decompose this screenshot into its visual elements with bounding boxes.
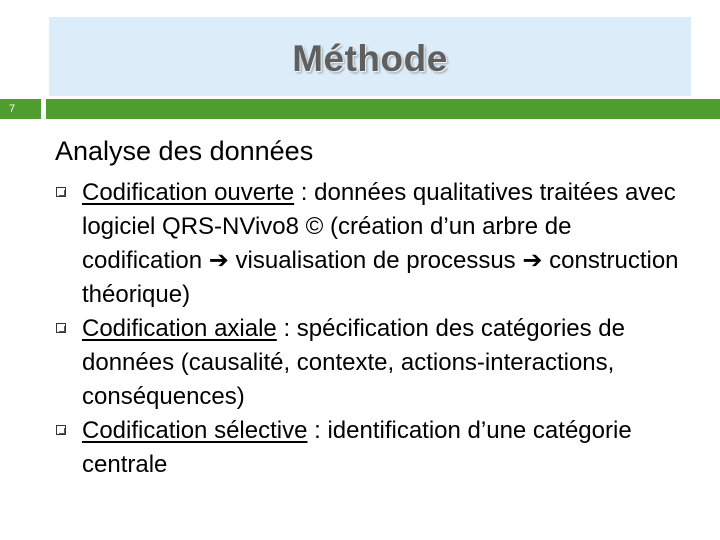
bullet-term: Codification axiale: [82, 315, 277, 342]
slide-number-box: [0, 99, 41, 119]
bullet-text: : données qualitatives traitées avec logiciel QRS-NVivo8 © (création d’un arbre de codification: [82, 179, 676, 274]
checkbox-bullet-icon: [56, 425, 66, 435]
slide-number: 7: [9, 103, 16, 115]
bullet-list: [56, 176, 696, 482]
right-arrow-icon: ➔: [522, 247, 543, 274]
slide-title: Méthode: [292, 37, 448, 79]
right-arrow-icon: ➔: [208, 247, 229, 274]
checkbox-bullet-icon: [56, 187, 66, 197]
bullet-text: : spécification des catégories de données (causalité, contexte, actions-interactions, conséquences): [82, 315, 625, 410]
accent-bar: [46, 99, 720, 119]
checkbox-bullet-icon: [56, 323, 66, 333]
bullet-text: visualisation de processus: [228, 247, 523, 274]
section-heading: Analyse des données: [55, 136, 314, 166]
bullet-item-axial-coding: [56, 312, 696, 414]
bullet-text: : identification d’une catégorie centrale: [82, 417, 632, 478]
bullet-term: Codification ouverte: [82, 179, 295, 206]
bullet-item-selective-coding: [56, 414, 696, 482]
bullet-item-open-coding: [56, 176, 696, 312]
bullet-text: construction théorique): [82, 247, 679, 308]
bullet-term: Codification sélective: [82, 417, 308, 444]
title-banner: [49, 17, 691, 96]
